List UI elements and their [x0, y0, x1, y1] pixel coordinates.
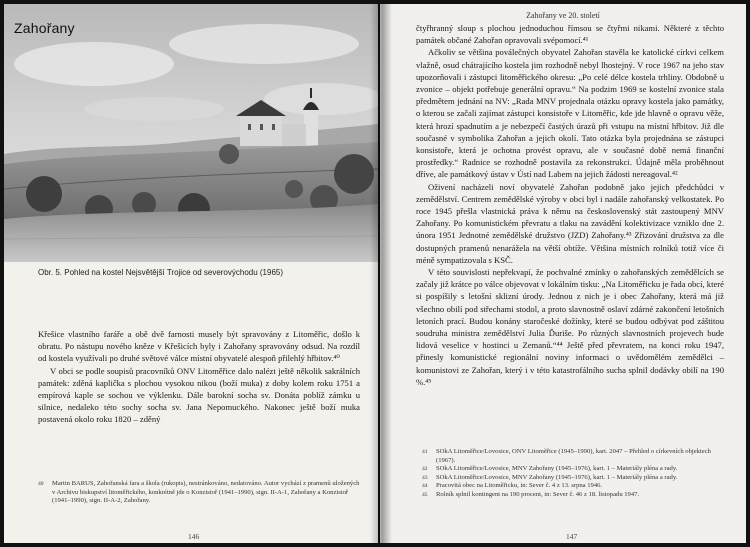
- footnote: [422, 474, 722, 483]
- left-body-text: [38, 328, 360, 426]
- photo-caption: Obr. 5. Pohled na kostel Nejsvětější Trojice od severovýchodu (1965): [38, 268, 284, 277]
- left-footnotes: [38, 480, 360, 506]
- footnote-text: Martin BARUS, Zahořanská fara a škola (rukopis), nestránkováno, nedatováno. Autor vychází z pramenů uložených v Archivu biskupství litoměřického, konkrétně jde o Konzistoř (1941–1990), sign. II-A-1, Zahořany a Konzistoř (1941–1990), sign. II-A-2, Zahořany.: [52, 480, 360, 505]
- right-page: [380, 4, 746, 543]
- section-title: Zahořany: [14, 20, 75, 36]
- footnote: [422, 491, 722, 500]
- right-body-text: [416, 22, 724, 388]
- footnote-text: Pracovitá obec na Litoměřicku, in: Sever č. 4 z 13. srpna 1946.: [436, 482, 603, 490]
- page-number: 147: [566, 532, 578, 541]
- footnote-number: 40: [38, 481, 44, 487]
- footnote-text: SOkA Litoměřice/Lovosice, MNV Zahořany (1945–1976), kart. 1 – Materiály pléna a rady.: [436, 473, 678, 481]
- footnote: [38, 480, 360, 506]
- footnote-number: 45: [422, 491, 428, 498]
- paragraph: V této souvislosti nepřekvapí, že pochvalné zmínky o zahořanských zemědělcích se začaly již krátce po válce objevovat v lokálním tisku: „Na Litoměřicku je řada obcí, které si pospíšily s letošní sklizní úrody. Jednou z nich je i obec Zahořany, která má již všechno obilí pod střechami stodol, a proto slavnostně oslaví zdárné zakončení letošních letoních prací. Budou konány staročeské dožínky, které se budou odbývat pod záštitou soudruha ministra zemědělství Julia Ďuriše. Po různých slavnostních projevech bude lidová veselice v hostinci u Zemanů.“⁴⁴ Ještě před převratem, na konci roku 1947, přinesly komunistické regionální noviny informaci o uvědomělém zemědělci – komunistovi ze Zahořan, který i v této katastrofálního sucha splnil dodávky obilí na 190 %.⁴⁵: [416, 267, 724, 387]
- paragraph: Oživení nacházeli noví obyvatelé Zahořan podobně jako jejich předchůdci v zemědělství. Centrem zemědělské výroby v obci byl i nadále zahořanský velkostatek. Po roce 1945 přešla vlastnická práva k němu na československý stát zastoupený MNV Zahořany. Po komunistickém převratu a tlaku na zavádění kolektivizace vzniklo dne 2. února 1951 Jednotné zemědělské družstvo (JZD) Zahořany.⁴³ Zřizování družstva za dle dostupných pramenů nenarážela na větší obtíže. Většina místních rolníků totiž více či méně sympatizovala s KSČ.: [416, 181, 724, 265]
- footnote-number: 42: [422, 466, 428, 473]
- running-head: Zahořany ve 20. století: [526, 11, 600, 20]
- footnote: [422, 482, 722, 491]
- left-page: [4, 4, 378, 543]
- page-number: 146: [188, 532, 200, 541]
- footnote: [422, 448, 722, 465]
- footnote-text: SOkA Litoměřice/Lovosice, ONV Litoměřice (1945–1990), kart. 2047 – Přehled o církevních objektech (1967).: [436, 448, 711, 464]
- footnote-number: 41: [422, 449, 428, 455]
- footnote-number: 43: [422, 474, 428, 481]
- footnote: [422, 465, 722, 474]
- paragraph: V obci se podle soupisů pracovníků ONV Litoměřice dalo nalézt ještě několik sakrálních památek: zděná kaplička s plochou vysokou nikou (boží muka) z doby kolem roku 1751 a empírová kaple se sochou ve výklenku. Dále barokní socha sv. Donáta poblíž zámku u silnice, nedaleko této sochy socha sv. Jana Nepomuckého. Nakonec ještě boží muka postavená okolo roku 1820 – zděný: [38, 365, 360, 425]
- church-photo: [4, 4, 378, 262]
- right-footnotes: [422, 448, 722, 500]
- footnote-text: Rolník splnil kontingent na 190 procent, in: Sever č. 46 z 18. listopadu 1947.: [436, 490, 640, 498]
- footnote-number: 44: [422, 483, 428, 490]
- footnote-text: SOkA Litoměřice/Lovosice, MNV Zahořany (1945–1976), kart. 1 – Materiály pléna a rady.: [436, 465, 678, 473]
- paragraph: Ačkoliv se většina poválečných obyvatel Zahořan stavěla ke katolické církvi celkem vlažně, osud chátrajícího kostela jim rozhodně nebyl lhostejný. V roce 1967 na jeho stav upozorňovali i zástupci litoměřického okresu: „Po celé délce kostela trhliny. Obdobně u zvonice – objekt potřebuje generální opravu.“ Na podzim 1969 se kostelní zvonice stala předmětem jednání na NV: „Rada MNV projednala otázku opravy kostela jako památky, o kterou se začali zajímat zástupci konsistoře v Litoměřic, kde jde hlavně o opravu věže, která hrozí spadnutím a je nebezpečí častých úrazů při vstupu na místní hřbitov. Již dle současné v symbolika Zahořan a jejich okolí. Tato otázka byla projednána se zástupci konsistoře, která je ochotna provést opravu, ale v současné době nemá finanční prostředky.“ Radnice se rozhodně postavila za rekonstrukci. Údajně měla proběhnout dříve, ale památkový ústav v Ústí nad Labem na jejich žádosti nereagoval.⁴²: [416, 47, 724, 180]
- paragraph: Křešice vlastního faráře a obě dvě farnosti musely být spravovány z Litoměřic, došlo k obratu. Po nástupu nového kněze v Křešicích byly i Zahořany spravovány odsud. Na rozdíl od kostela využívali po druhé světové válce místní obyvatelé alespoň přilehlý hřbitov.⁴⁰: [38, 329, 360, 364]
- paragraph: čtyřhranný sloup s plochou jednoduchou římsou se čtyřmi nikami. Některé z těchto památek občané Zahořan opravovali svépomocí.⁴¹: [416, 23, 724, 46]
